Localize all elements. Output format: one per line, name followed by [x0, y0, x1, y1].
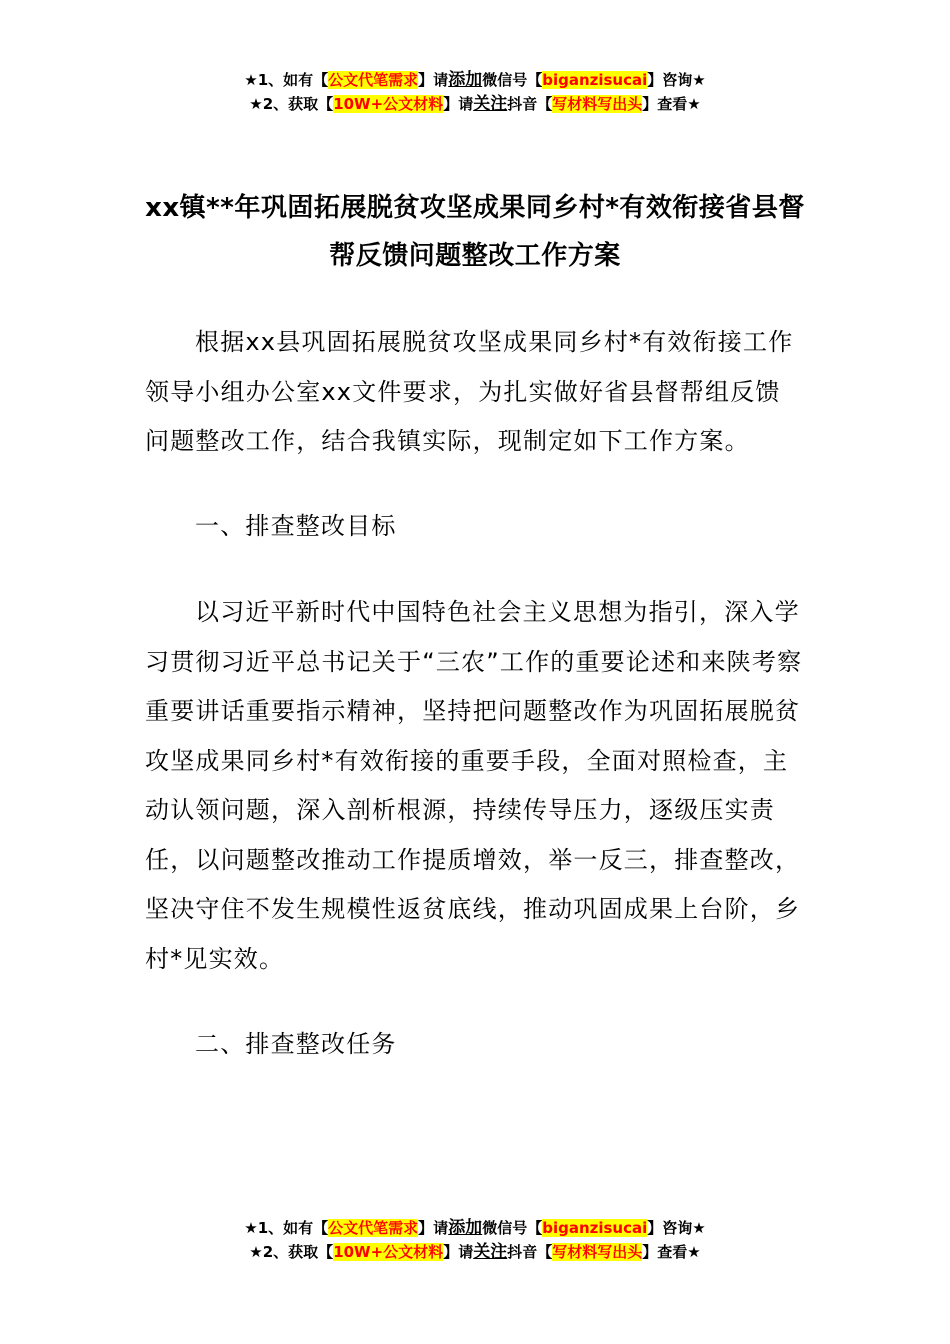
highlight-service: 公文代笔需求 — [328, 71, 419, 89]
banner-text: 】咨询★ — [647, 71, 706, 89]
highlight-materials: 10W+公文材料 — [333, 95, 444, 113]
banner-text: ★2、获取【 — [249, 1243, 334, 1261]
section-heading-2 — [145, 1020, 805, 1070]
banner-text: 微信号【 — [482, 1219, 543, 1237]
banner-text: ★1、如有【 — [244, 1219, 329, 1237]
banner-text: 】请 — [418, 1219, 449, 1237]
emphasis-text: 添加 — [448, 70, 483, 90]
banner-text: ★2、获取【 — [249, 95, 334, 113]
banner-text: 】请 — [418, 71, 449, 89]
banner-text: 微信号【 — [482, 71, 543, 89]
banner-line-1 — [0, 1216, 950, 1240]
paragraph-text: 以习近平新时代中国特色社会主义思想为指引，深入学习贯彻习近平总书记关于“三农”工作的重要论述和来陕考察重要讲话重要指示精神，坚持把问题整改作为巩固拓展脱贫攻坚成果同乡村*有效衔接的重要手段，全面对照检查，主动认领问题，深入剖析根源，持续传导压力，逐级压实责任，以问题整改推动工作提质增效，举一反三，排查整改，坚决守住不发生规模性返贫底线，推动巩固成果上台阶，乡村*见实效。 — [145, 598, 803, 973]
section-heading-1 — [145, 502, 805, 552]
banner-line-1 — [0, 68, 950, 92]
footer-banner — [0, 1216, 950, 1264]
banner-text: 抖音【 — [507, 1243, 553, 1261]
highlight-wechat-id: biganzisucai — [542, 71, 648, 89]
banner-text: ★1、如有【 — [244, 71, 329, 89]
document-title — [0, 184, 950, 280]
banner-text: 】请 — [443, 1243, 474, 1261]
paragraph-text: 根据xx县巩固拓展脱贫攻坚成果同乡村*有效衔接工作领导小组办公室xx文件要求，为扎实做好省县督帮组反馈问题整改工作，结合我镇实际，现制定如下工作方案。 — [145, 328, 794, 455]
heading-text: 二、排查整改任务 — [195, 1030, 397, 1058]
banner-text: 抖音【 — [507, 95, 553, 113]
banner-text: 】查看★ — [642, 1243, 701, 1261]
banner-text: 】咨询★ — [647, 1219, 706, 1237]
highlight-service: 公文代笔需求 — [328, 1219, 419, 1237]
banner-text: 】查看★ — [642, 95, 701, 113]
section-1-paragraph — [145, 588, 805, 984]
banner-line-2 — [0, 1240, 950, 1264]
emphasis-text: 关注 — [473, 1242, 508, 1262]
highlight-douyin-id: 写材料写出头 — [552, 1243, 643, 1261]
emphasis-text: 添加 — [448, 1218, 483, 1238]
highlight-materials: 10W+公文材料 — [333, 1243, 444, 1261]
header-banner — [0, 68, 950, 116]
highlight-douyin-id: 写材料写出头 — [552, 95, 643, 113]
title-line-1: xx镇**年巩固拓展脱贫攻坚成果同乡村*有效衔接省县督 — [145, 193, 805, 223]
heading-text: 一、排查整改目标 — [195, 512, 397, 540]
title-line-2: 帮反馈问题整改工作方案 — [329, 241, 621, 271]
emphasis-text: 关注 — [473, 94, 508, 114]
banner-text: 】请 — [443, 95, 474, 113]
highlight-wechat-id: biganzisucai — [542, 1219, 648, 1237]
banner-line-2 — [0, 92, 950, 116]
intro-paragraph — [145, 318, 805, 467]
